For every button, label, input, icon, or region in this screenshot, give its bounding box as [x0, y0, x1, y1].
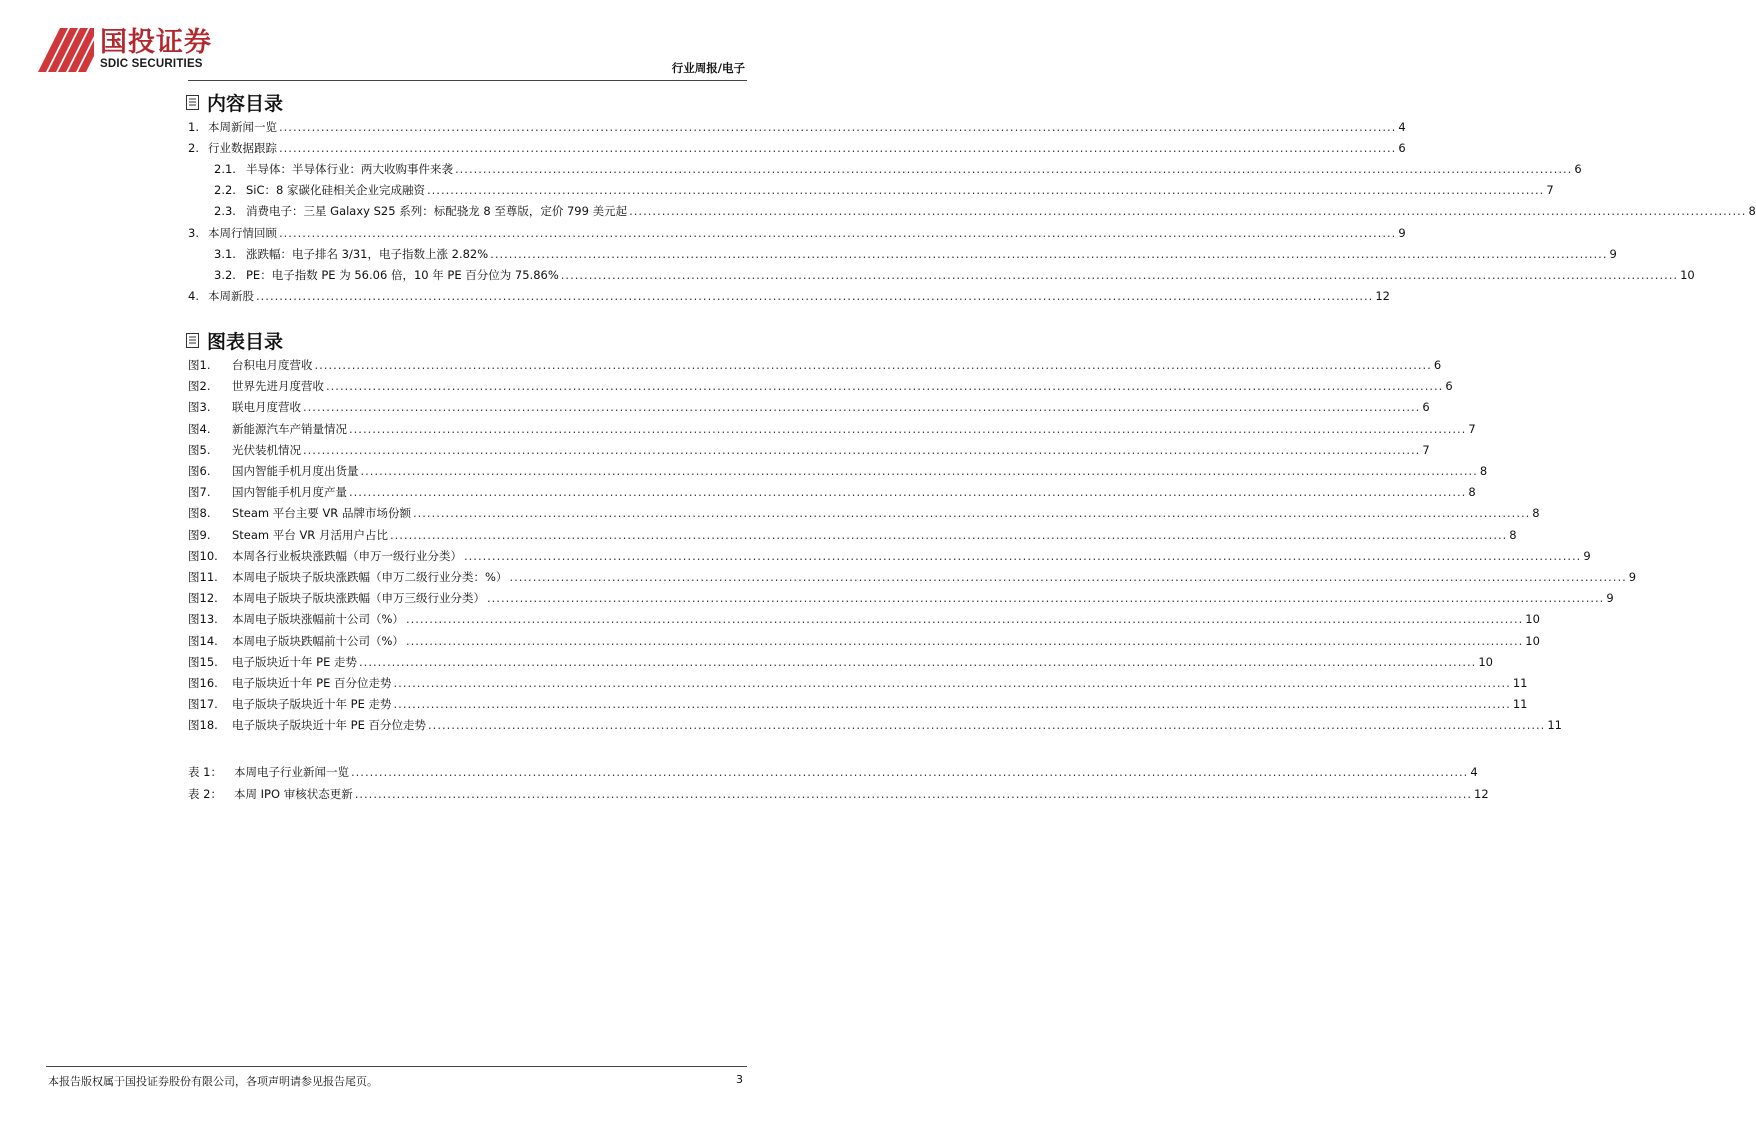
- toc-entry[interactable]: [188, 548, 1591, 564]
- toc-entry[interactable]: [188, 764, 1478, 780]
- toc-entry[interactable]: [188, 569, 1637, 585]
- toc-entry-label: 行业数据跟踪: [208, 141, 277, 155]
- toc-entry[interactable]: [188, 527, 1517, 543]
- toc-entry[interactable]: [188, 654, 1493, 670]
- toc-entry-label: 国内智能手机月度产量: [232, 485, 347, 500]
- toc-entry-number: 图12.: [188, 591, 218, 606]
- toc-entry-page: 6: [1433, 358, 1442, 372]
- toc-leader-dots: [394, 697, 1511, 711]
- toc-entry-number: 图5.: [188, 442, 211, 457]
- toc-entry[interactable]: [188, 225, 1406, 241]
- toc-entry-label: 本周各行业板块涨跌幅（申万一级行业分类）: [232, 548, 462, 563]
- toc-entry[interactable]: [188, 421, 1476, 437]
- toc-entry-number: 3.1.: [214, 247, 236, 261]
- toc-entry-page: 11: [1547, 718, 1562, 733]
- toc-entry-label: 新能源汽车产销量情况: [232, 421, 347, 436]
- footer-divider: [46, 1066, 747, 1067]
- toc-entry-number: 图18.: [188, 718, 218, 733]
- toc-leader-dots: [390, 528, 1507, 542]
- toc-entry-label: 本周新股: [208, 289, 254, 303]
- toc-entry-label: 本周电子版块涨幅前十公司（%）: [232, 612, 404, 627]
- toc-entry-label: 本周电子版块跌幅前十公司（%）: [232, 633, 404, 648]
- toc-entry-number: 2.3.: [214, 204, 236, 218]
- toc-entry-label: 国内智能手机月度出货量: [232, 464, 359, 478]
- toc-leader-dots: [351, 765, 1468, 779]
- toc-leader-dots: [279, 226, 1396, 240]
- logo-chinese-name: 国投证券: [100, 27, 212, 59]
- toc-entry[interactable]: [188, 442, 1430, 458]
- toc-entry[interactable]: [188, 611, 1540, 627]
- toc-leader-dots: [361, 464, 1478, 478]
- toc-leader-dots: [464, 549, 1581, 563]
- page-number: 3: [736, 1073, 743, 1086]
- report-type: 行业周报/电子: [671, 61, 745, 75]
- toc-leader-dots: [256, 289, 1373, 303]
- toc-entry[interactable]: [188, 119, 1406, 135]
- toc-entry[interactable]: [188, 590, 1614, 606]
- toc-entry-label: 本周 IPO 审核状态更新: [234, 786, 353, 801]
- toc-leader-dots: [279, 141, 1396, 155]
- toc-entry[interactable]: [188, 378, 1453, 394]
- contents-title: [186, 89, 283, 116]
- toc-entry[interactable]: [214, 267, 1695, 283]
- toc-entry-label: 本周电子行业新闻一览: [234, 765, 349, 779]
- toc-entry[interactable]: [214, 161, 1582, 177]
- toc-entry-number: 2.2.: [214, 183, 236, 197]
- toc-entry-number: 2.: [188, 141, 199, 155]
- toc-entry-page: 8: [1748, 204, 1756, 218]
- toc-leader-dots: [428, 718, 1545, 732]
- toc-entry-page: 7: [1422, 442, 1430, 457]
- toc-entry[interactable]: [188, 399, 1430, 415]
- toc-entry-label: 涨跌幅：电子排名 3/31，电子指数上涨 2.82%: [246, 247, 489, 261]
- toc-leader-dots: [279, 120, 1396, 134]
- toc-entry-number: 图6.: [188, 464, 211, 478]
- document-icon: [186, 333, 199, 348]
- toc-leader-dots: [487, 591, 1604, 605]
- toc-leader-dots: [326, 379, 1443, 393]
- toc-entry[interactable]: [188, 675, 1528, 691]
- toc-entry-page: 9: [1606, 591, 1614, 606]
- toc-leader-dots: [509, 570, 1626, 584]
- figures-title: [186, 327, 283, 354]
- toc-entry[interactable]: [188, 696, 1528, 712]
- toc-entry-page: 6: [1445, 379, 1453, 394]
- toc-entry-label: 世界先进月度营收: [232, 379, 324, 394]
- toc-entry-label: 本周行情回顾: [208, 226, 277, 240]
- toc-entry-page: 10: [1680, 268, 1695, 282]
- toc-entry-number: 2.1.: [214, 162, 236, 176]
- toc-entry-number: 图7.: [188, 485, 211, 500]
- toc-leader-dots: [349, 422, 1466, 436]
- toc-entry-number: 图16.: [188, 676, 218, 690]
- toc-entry-number: 4.: [188, 289, 199, 303]
- toc-leader-dots: [427, 183, 1544, 197]
- contents-title-text: 内容目录: [207, 93, 284, 115]
- toc-entry-label: 电子版块近十年 PE 走势: [232, 654, 358, 669]
- toc-entry-number: 图10.: [188, 548, 218, 563]
- toc-leader-dots: [315, 358, 1432, 372]
- toc-entry-label: 光伏装机情况: [232, 442, 301, 457]
- toc-entry-number: 图3.: [188, 400, 211, 415]
- toc-entry-number: 图17.: [188, 697, 218, 712]
- toc-leader-dots: [455, 162, 1572, 176]
- toc-leader-dots: [303, 400, 1420, 414]
- toc-entry-number: 图15.: [188, 654, 218, 669]
- toc-entry-number: 图2.: [188, 379, 211, 394]
- toc-entry-page: 8: [1532, 506, 1540, 521]
- toc-entry[interactable]: [188, 786, 1489, 802]
- toc-entry-page: 9: [1398, 226, 1406, 240]
- toc-entry-label: 本周新闻一览: [208, 120, 277, 134]
- toc-entry-page: 8: [1509, 527, 1517, 542]
- toc-entry-label: 联电月度营收: [232, 400, 301, 415]
- toc-entry-label: 电子版块子版块近十年 PE 百分位走势: [232, 718, 427, 733]
- toc-entry-label: 电子版块子版块近十年 PE 走势: [232, 697, 392, 712]
- toc-leader-dots: [394, 676, 1511, 690]
- toc-entry-label: 电子版块近十年 PE 百分位走势: [232, 676, 392, 690]
- toc-entry[interactable]: [188, 463, 1488, 479]
- toc-entry-number: 图8.: [188, 506, 211, 521]
- toc-entry[interactable]: [188, 140, 1406, 156]
- toc-leader-dots: [629, 204, 1746, 218]
- toc-entry-page: 12: [1375, 289, 1390, 303]
- toc-entry-page: 11: [1512, 676, 1528, 690]
- toc-entry[interactable]: [188, 633, 1540, 649]
- toc-entry-page: 11: [1512, 697, 1528, 712]
- toc-entry-label: SiC：8 家碳化硅相关企业完成融资: [246, 183, 425, 197]
- toc-leader-dots: [349, 485, 1466, 499]
- toc-entry-number: 1.: [188, 120, 199, 134]
- logo-stripes-icon: [38, 28, 94, 72]
- toc-entry-number: 表 2：: [188, 786, 222, 801]
- figures-title-text: 图表目录: [207, 331, 284, 353]
- toc-entry-number: 图14.: [188, 633, 218, 648]
- toc-entry-page: 4: [1470, 765, 1478, 779]
- toc-leader-dots: [355, 787, 1472, 801]
- toc-entry-label: Steam 平台主要 VR 品牌市场份额: [232, 506, 411, 521]
- toc-entry-label: 台积电月度营收: [232, 358, 313, 372]
- toc-entry-page: 7: [1468, 421, 1476, 436]
- toc-entry-number: 表 1：: [188, 765, 222, 779]
- toc-entry-label: 本周电子版块子版块涨跌幅（申万二级行业分类：%）: [232, 570, 508, 584]
- toc-leader-dots: [303, 443, 1420, 457]
- toc-entry-label: Steam 平台 VR 月活用户占比: [232, 527, 388, 542]
- footer-disclaimer: 本报告版权属于国投证券股份有限公司，各项声明请参见报告尾页。: [48, 1075, 378, 1088]
- toc-entry-label: 半导体：半导体行业：两大收购事件来袭: [246, 162, 453, 176]
- toc-leader-dots: [406, 612, 1523, 626]
- toc-entry-page: 6: [1422, 400, 1430, 415]
- toc-entry-page: 9: [1628, 570, 1637, 584]
- toc-entry-number: 图11.: [188, 570, 218, 584]
- toc-entry[interactable]: [188, 357, 1442, 373]
- toc-entry-page: 6: [1398, 141, 1406, 155]
- toc-entry-number: 图4.: [188, 421, 211, 436]
- toc-entry-page: 12: [1474, 786, 1489, 801]
- toc-entry-page: 10: [1478, 654, 1493, 669]
- toc-entry-page: 8: [1468, 485, 1476, 500]
- toc-entry-label: 消费电子：三星 Galaxy S25 系列：标配骁龙 8 至尊版，定价 799 美元起: [246, 204, 628, 218]
- toc-entry-page: 9: [1609, 247, 1617, 261]
- toc-entry-page: 6: [1574, 162, 1582, 176]
- toc-entry-page: 8: [1479, 464, 1488, 478]
- toc-entry-number: 3.2.: [214, 268, 236, 282]
- toc-entry[interactable]: [188, 505, 1540, 521]
- toc-entry-page: 7: [1546, 183, 1554, 197]
- toc-entry[interactable]: [214, 182, 1554, 198]
- toc-entry[interactable]: [214, 203, 1756, 219]
- toc-entry-page: 10: [1525, 633, 1540, 648]
- toc-leader-dots: [561, 268, 1678, 282]
- toc-entry[interactable]: [188, 484, 1476, 500]
- toc-leader-dots: [490, 247, 1607, 261]
- toc-entry-number: 图9.: [188, 527, 211, 542]
- toc-entry-label: PE：电子指数 PE 为 56.06 倍，10 年 PE 百分位为 75.86%: [246, 268, 559, 282]
- toc-entry-number: 图13.: [188, 612, 218, 627]
- toc-entry-page: 4: [1398, 120, 1406, 134]
- toc-leader-dots: [406, 634, 1523, 648]
- toc-entry[interactable]: [188, 717, 1562, 733]
- toc-entry-page: 9: [1583, 548, 1591, 563]
- toc-entry-label: 本周电子版块子版块涨跌幅（申万三级行业分类）: [232, 591, 485, 606]
- document-icon: [186, 95, 199, 110]
- logo-english-name: SDIC SECURITIES: [100, 58, 203, 71]
- company-logo: [38, 28, 212, 72]
- toc-entry-number: 3.: [188, 226, 199, 240]
- header-divider: [188, 80, 747, 81]
- toc-leader-dots: [359, 655, 1476, 669]
- toc-entry-page: 10: [1525, 612, 1540, 627]
- toc-entry[interactable]: [188, 288, 1390, 304]
- toc-entry-number: 图1.: [188, 358, 211, 372]
- toc-leader-dots: [413, 506, 1530, 520]
- toc-entry[interactable]: [214, 246, 1617, 262]
